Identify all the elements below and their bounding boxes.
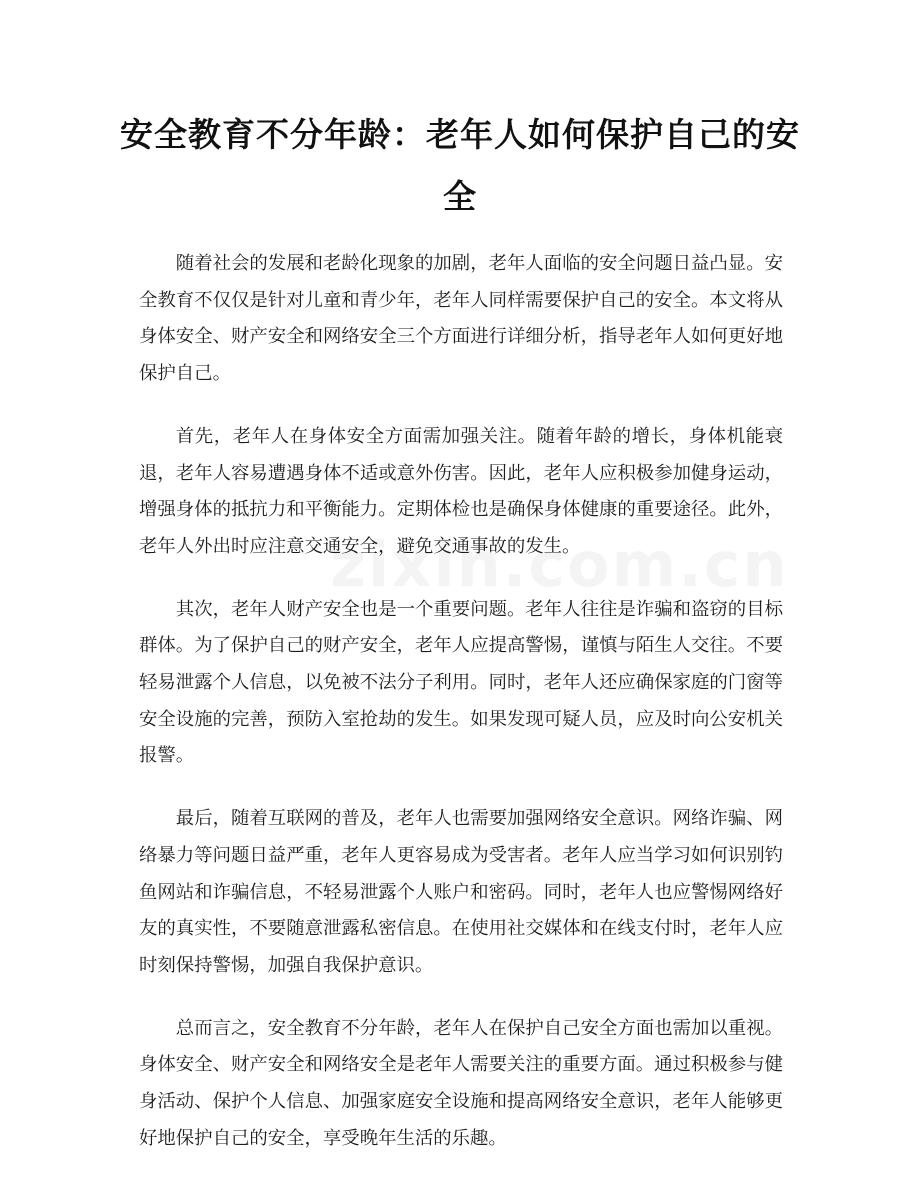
paragraph-physical-safety: 首先，老年人在身体安全方面需加强关注。随着年龄的增长，身体机能衰退，老年人容易遭遇身体不适或意外伤害。因此，老年人应积极参加健身运动，增强身体的抵抗力和平衡能力。定期体检也是确保身体健康的重要途径。此外，老年人外出时应注意交通安全，避免交通事故的发生。 [139,425,783,557]
paragraph-conclusion: 总而言之，安全教育不分年龄，老年人在保护自己安全方面也需加以重视。身体安全、财产安全和网络安全是老年人需要关注的重要方面。通过积极参与健身活动、保护个人信息、加强家庭安全设施和提高网络安全意识，老年人能够更好地保护自己的安全，享受晚年生活的乐趣。 [139,1017,783,1149]
paragraph-network-safety: 最后，随着互联网的普及，老年人也需要加强网络安全意识。网络诈骗、网络暴力等问题日益严重，老年人更容易成为受害者。老年人应当学习如何识别钓鱼网站和诈骗信息，不轻易泄露个人账户和密码。同时，老年人也应警惕网络好友的真实性，不要随意泄露私密信息。在使用社交媒体和在线支付时，老年人应时刻保持警惕，加强自我保护意识。 [139,808,783,976]
paragraph-property-safety: 其次，老年人财产安全也是一个重要问题。老年人往往是诈骗和盗窃的目标群体。为了保护自己的财产安全，老年人应提高警惕，谨慎与陌生人交往。不要轻易泄露个人信息，以免被不法分子利用。同时，老年人还应确保家庭的门窗等安全设施的完善，预防入室抢劫的发生。如果发现可疑人员，应及时向公安机关报警。 [139,598,783,767]
document-body [139,246,783,1183]
document-title: 安全教育不分年龄：老年人如何保护自己的安全 [120,115,800,216]
paragraph-intro: 随着社会的发展和老龄化现象的加剧，老年人面临的安全问题日益凸显。安全教育不仅仅是针对儿童和青少年，老年人同样需要保护自己的安全。本文将从身体安全、财产安全和网络安全三个方面进行详细分析，指导老年人如何更好地保护自己。 [139,253,783,385]
